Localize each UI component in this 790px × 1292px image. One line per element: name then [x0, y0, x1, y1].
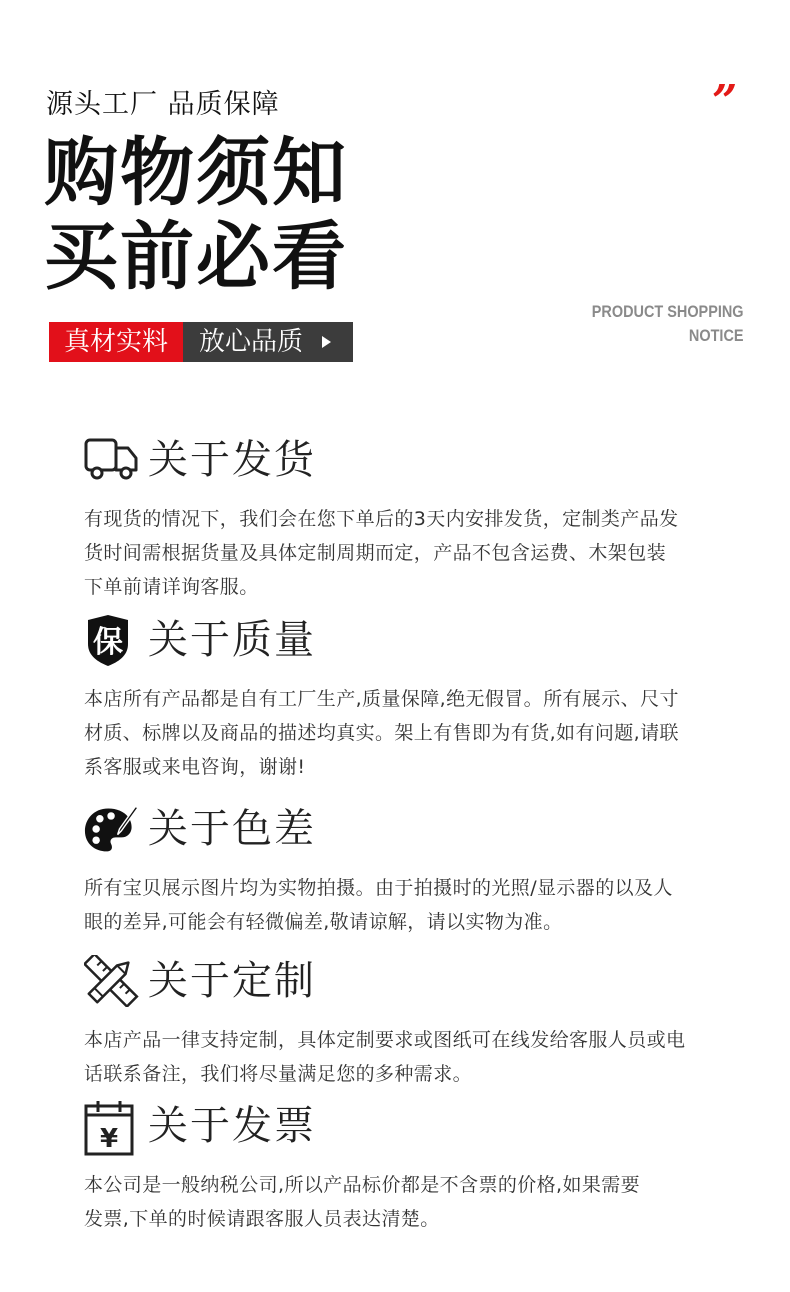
section-body: [84, 502, 724, 604]
section-body: [84, 682, 724, 784]
tagline: 源头工厂 品质保障: [46, 89, 280, 120]
yen-glyph: ¥: [99, 1124, 119, 1154]
section-title: 关于发票: [148, 1103, 316, 1149]
tag-dark: [183, 322, 353, 362]
palette-icon: [84, 803, 140, 855]
body-line: 发票,下单的时候请跟客服人员表达清楚。: [84, 1208, 440, 1230]
body-line: 眼的差异,可能会有轻微偏差,敬请谅解，请以实物为准。: [84, 911, 563, 933]
section-quality: [84, 614, 724, 784]
section-title: 关于质量: [148, 617, 316, 663]
body-line: 本店产品一律支持定制，具体定制要求或图纸可在线发给客服人员或电: [84, 1029, 686, 1051]
play-triangle-icon: [322, 336, 331, 348]
body-line: 货时间需根据货量及具体定制周期而定，产品不包含运费、木架包装: [84, 542, 667, 564]
english-subtitle-line2: NOTICE: [689, 326, 744, 345]
section-title: 关于定制: [148, 958, 316, 1004]
invoice-icon: [84, 1100, 140, 1156]
section-body: [84, 871, 724, 939]
section-shipping: [84, 434, 724, 604]
section-body: [84, 1023, 724, 1091]
section-color: [84, 803, 724, 939]
body-line: 材质、标牌以及商品的描述均真实。架上有售即为有货,如有问题,请联: [84, 722, 679, 744]
pencil-ruler-icon: [84, 955, 140, 1007]
shield-icon: [84, 614, 140, 666]
body-line: 下单前请详询客服。: [84, 576, 259, 598]
body-line: 有现货的情况下，我们会在您下单后的3天内安排发货，定制类产品发: [84, 508, 679, 530]
quote-mark: ”: [712, 76, 738, 127]
body-line: 话联系备注，我们将尽量满足您的多种需求。: [84, 1063, 473, 1085]
section-title: 关于发货: [148, 437, 316, 483]
section-invoice: [84, 1100, 724, 1236]
truck-icon: [84, 434, 140, 486]
page-title-line1: 购物须知: [44, 130, 348, 216]
body-line: 本店所有产品都是自有工厂生产,质量保障,绝无假冒。所有展示、尺寸: [84, 688, 679, 710]
body-line: 所有宝贝展示图片均为实物拍摄。由于拍摄时的光照/显示器的以及人: [84, 877, 673, 899]
english-subtitle: [592, 300, 744, 348]
tag-dark-label: 放心品质: [199, 327, 304, 357]
body-line: 本公司是一般纳税公司,所以产品标价都是不含票的价格,如果需要: [84, 1174, 641, 1196]
english-subtitle-line1: PRODUCT SHOPPING: [592, 302, 744, 321]
body-line: 系客服或来电咨询，谢谢!: [84, 756, 306, 778]
section-title: 关于色差: [148, 806, 316, 852]
section-custom: [84, 955, 724, 1091]
tag-red: 真材实料: [49, 322, 183, 362]
shield-icon-glyph: 保: [93, 625, 123, 660]
page-title-line2: 买前必看: [44, 214, 348, 300]
section-body: [84, 1168, 724, 1236]
